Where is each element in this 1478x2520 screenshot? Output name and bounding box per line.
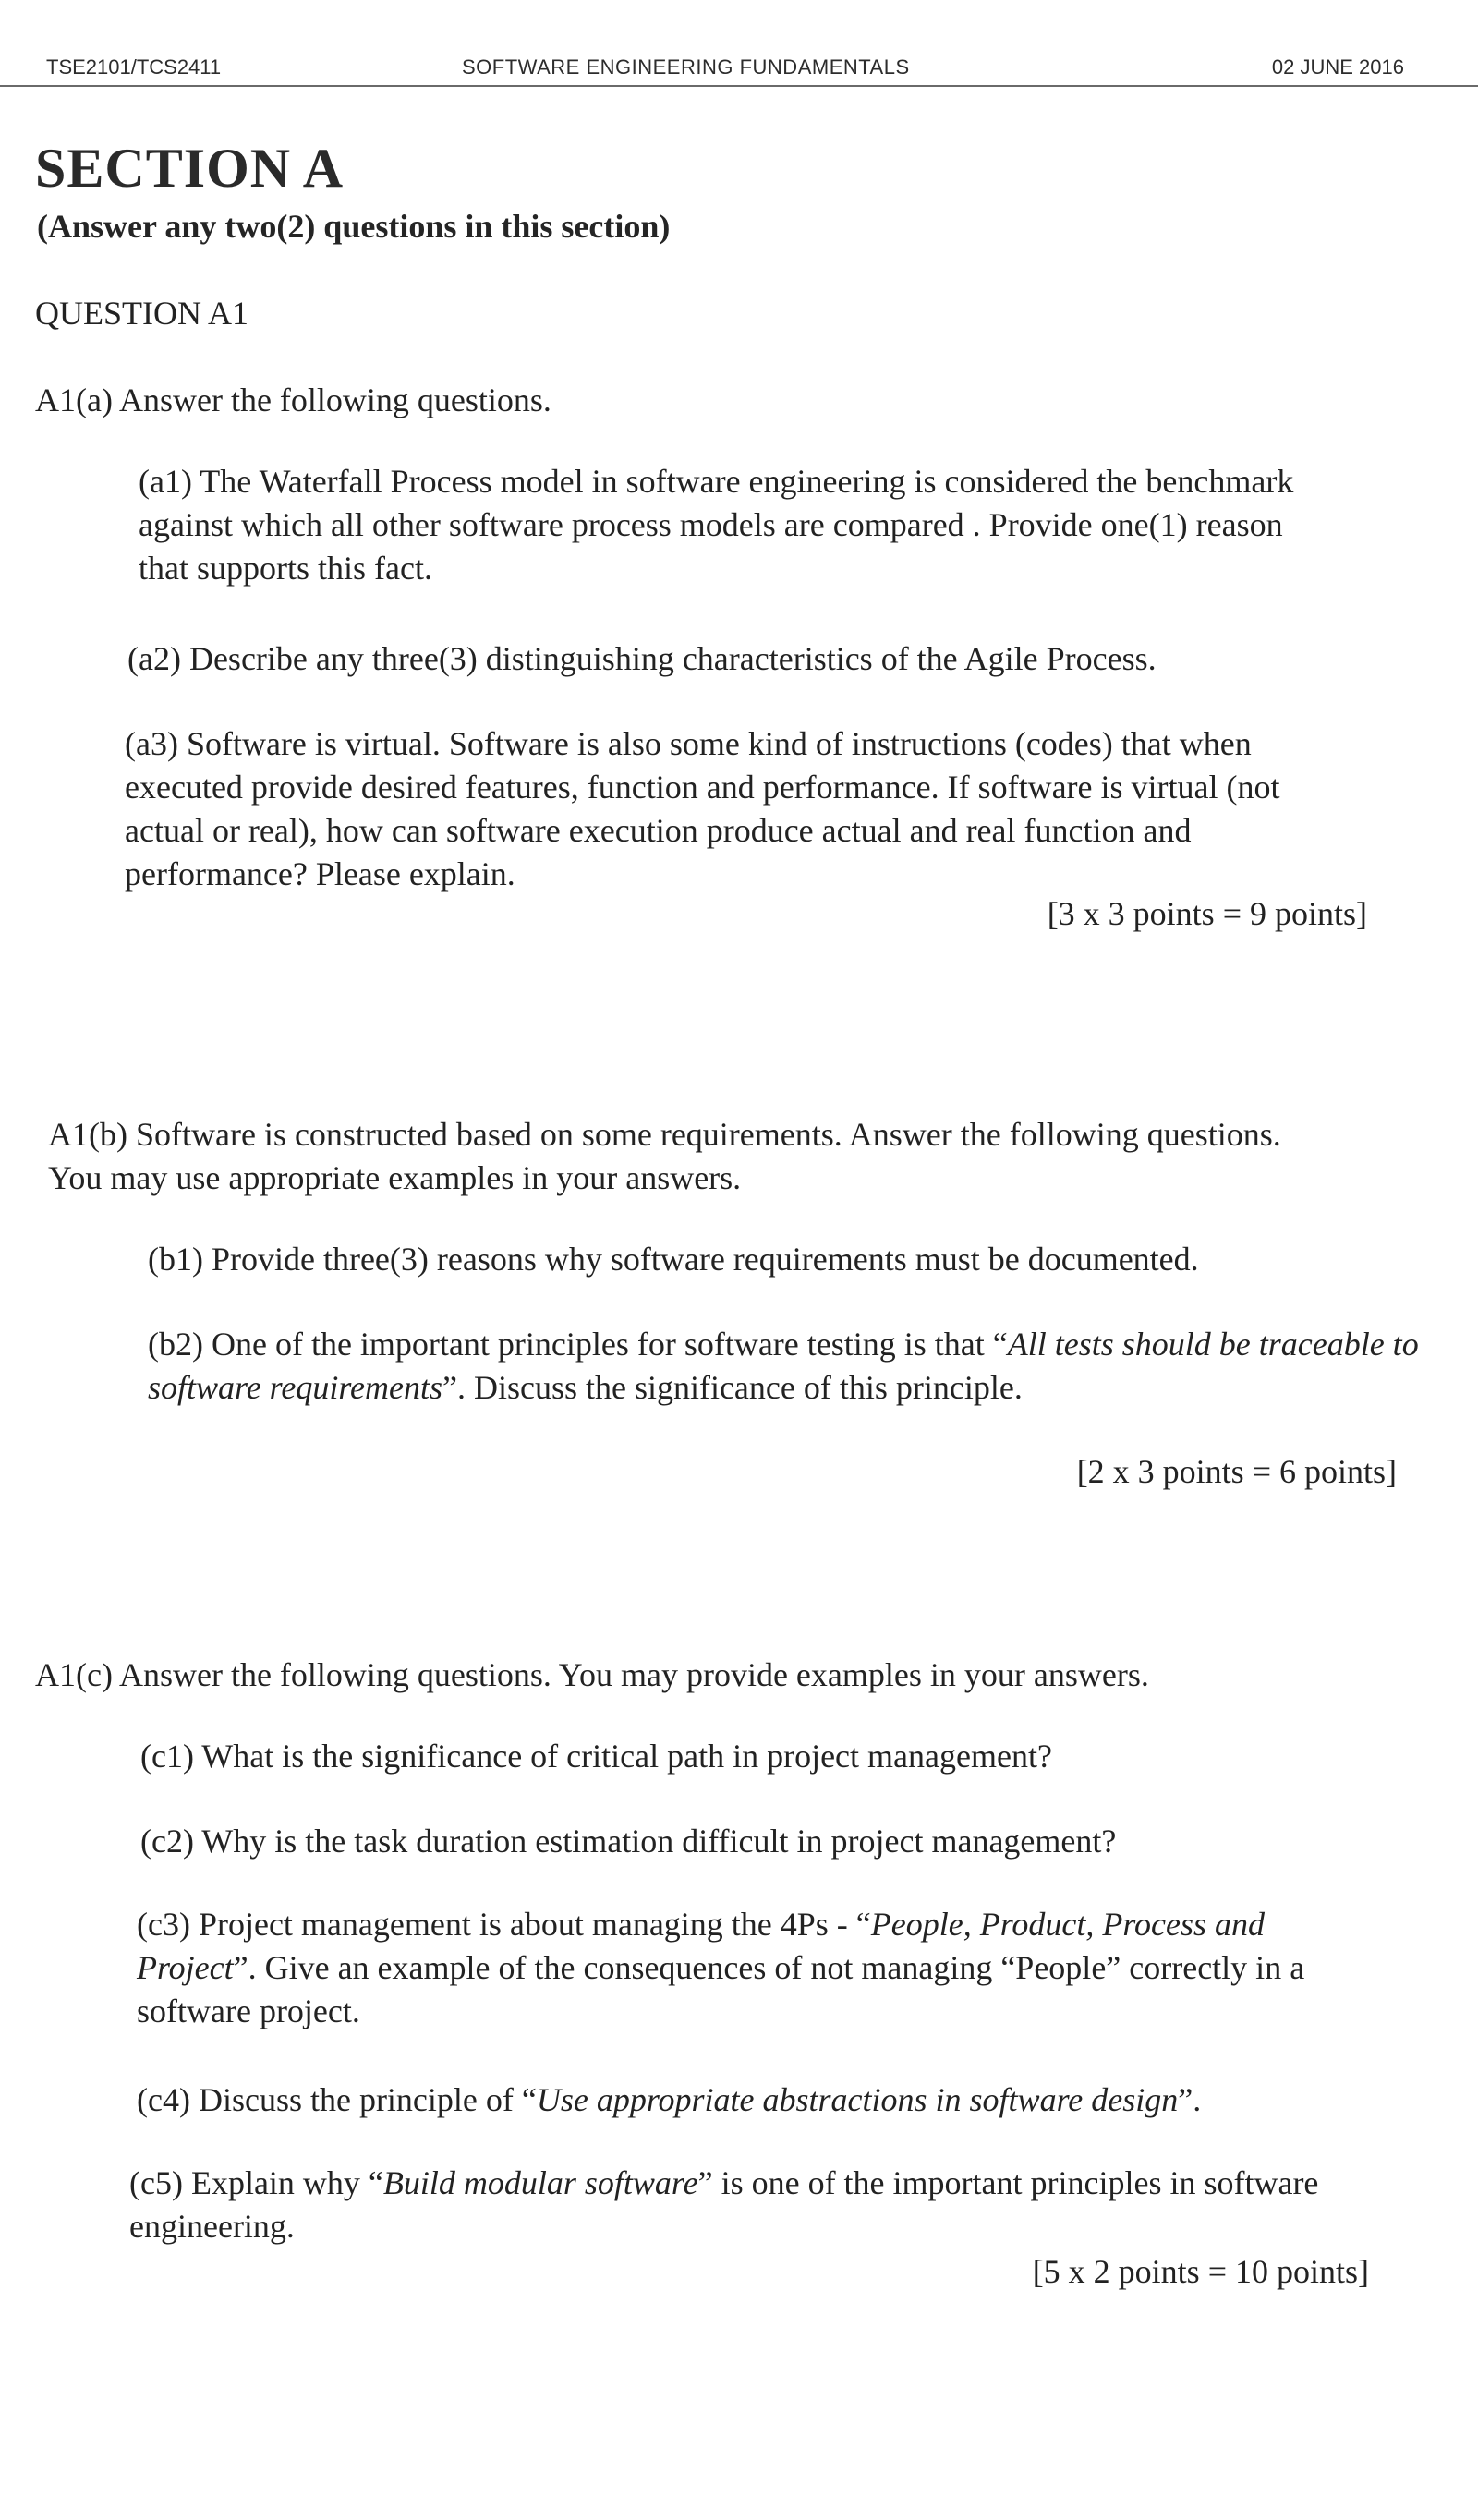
question-a1: (a1) The Waterfall Process model in software engineering is considered the benchmark against which all other software process models are compared . Provide one(1) reason that supports this fact. <box>139 463 1294 587</box>
question-a2: (a2) Describe any three(3) distinguishing characteristics of the Agile Process. <box>127 640 1157 677</box>
question-c4 <box>137 2078 1430 2122</box>
part-c-intro: A1(c) Answer the following questions. You may provide examples in your answers. <box>35 1656 1149 1693</box>
part-a-intro: A1(a) Answer the following questions. <box>35 382 551 418</box>
course-code: TSE2101/TCS2411 <box>46 55 222 79</box>
question-c5-emphasis: Build modular software <box>382 2164 698 2201</box>
question-b2-text: (b2) One of the important principles for software testing is that “ <box>148 1326 1008 1363</box>
question-c2: (c2) Why is the task duration estimation difficult in project management? <box>140 1823 1117 1860</box>
question-title: QUESTION A1 <box>35 295 248 332</box>
part-b-intro: A1(b) Software is constructed based on some requirements. Answer the following questions. You may use appropriate examples in your answers. <box>48 1116 1281 1196</box>
part-b-points: [2 x 3 points = 6 points] <box>1076 1453 1397 1490</box>
question-c1: (c1) What is the significance of critical path in project management? <box>140 1738 1052 1775</box>
question-b2-tail: ”. Discuss the significance of this principle. <box>442 1369 1023 1406</box>
exam-date: 02 JUNE 2016 <box>1271 55 1404 79</box>
question-c3-tail: ”. Give an example of the consequences of not managing “People” correctly in a software project. <box>137 1949 1305 2029</box>
question-c4-emphasis: Use appropriate abstractions in software design <box>536 2081 1179 2118</box>
question-c4-tail: ”. <box>1178 2081 1202 2118</box>
question-b2 <box>148 1323 1423 1410</box>
question-c3 <box>137 1903 1365 2033</box>
course-name: SOFTWARE ENGINEERING FUNDAMENTALS <box>462 55 910 79</box>
question-c5 <box>129 2162 1367 2248</box>
question-a3: (a3) Software is virtual. Software is also some kind of instructions (codes) that when executed provide desired features, function and performance. If software is virtual (not actual or real), how can software execution produce actual and real function and performance? Please explain. <box>125 725 1280 892</box>
part-a-points: [3 x 3 points = 9 points] <box>1047 895 1367 932</box>
page-header <box>46 55 1404 89</box>
section-instruction: (Answer any two(2) questions in this section) <box>37 208 671 245</box>
question-b1: (b1) Provide three(3) reasons why software requirements must be documented. <box>148 1241 1199 1278</box>
question-c3-text: (c3) Project management is about managing the 4Ps - “ <box>137 1906 871 1943</box>
question-c3-emphasis: People, Product, Process and Project <box>137 1906 1266 1986</box>
question-c4-text: (c4) Discuss the principle of “ <box>137 2081 537 2118</box>
header-divider <box>0 85 1478 87</box>
question-c5-text: (c5) Explain why “ <box>129 2164 383 2201</box>
question-c5-tail: ” is one of the important principles in software engineering. <box>129 2164 1319 2245</box>
question-b2-emphasis: All tests should be traceable to software requirements <box>148 1326 1419 1406</box>
part-c-points: [5 x 2 points = 10 points] <box>1032 2253 1369 2290</box>
section-title: SECTION A <box>35 138 345 199</box>
